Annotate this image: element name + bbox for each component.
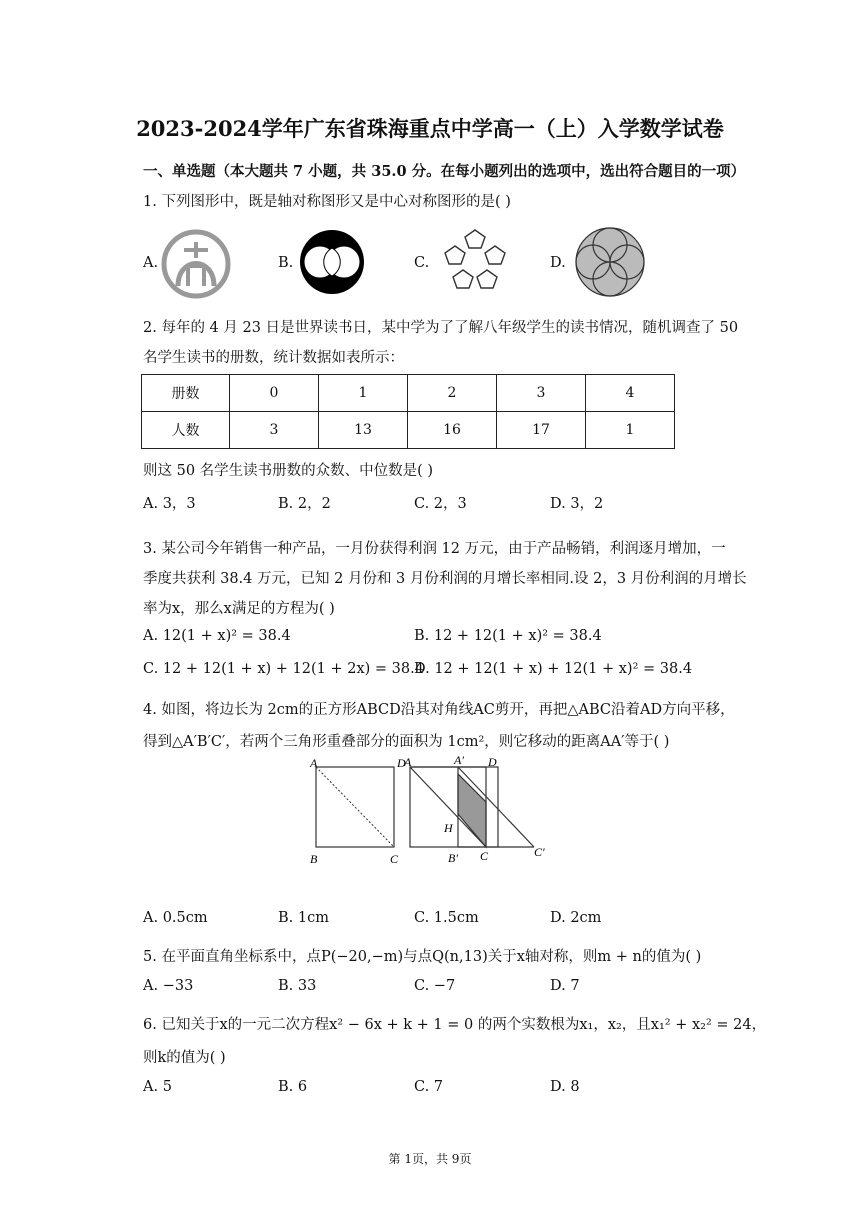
q4-figure-translated xyxy=(400,752,560,872)
question-2-question: 则这 50 名学生读书册数的众数、中位数是( ) xyxy=(143,463,434,479)
q4-option-d: D. 2cm xyxy=(550,910,602,926)
q1-figure-b-circles xyxy=(298,228,366,296)
q1-label-c: C. xyxy=(414,255,430,271)
q5-option-c: C. −7 xyxy=(414,978,456,994)
q4-option-a: A. 0.5cm xyxy=(143,910,208,926)
table-cell: 1 xyxy=(319,375,408,412)
q1-figure-c-pentagons xyxy=(437,226,513,298)
label-c: C xyxy=(390,852,399,866)
label-d: D xyxy=(397,756,406,770)
table-cell: 3 xyxy=(230,412,319,449)
q5-option-d: D. 7 xyxy=(550,978,580,994)
q3-option-a: A. 12(1 + x)² = 38.4 xyxy=(143,628,291,644)
table-cell: 4 xyxy=(586,375,675,412)
section-heading: 一、单选题（本大题共 7 小题，共 35.0 分。在每小题列出的选项中，选出符合题目的一项） xyxy=(143,163,746,180)
table-row xyxy=(142,412,675,449)
q2-option-b: B. 2，2 xyxy=(278,496,331,512)
question-3-line2: 季度共获利 38.4 万元，已知 2 月份和 3 月份利润的月增长率相同.设 2，3 月份利润的月增长 xyxy=(143,571,747,587)
label-b: B xyxy=(310,852,318,866)
question-4-line2: 得到△A′B′C′，若两个三角形重叠部分的面积为 1cm²，则它移动的距离AA′等于( ) xyxy=(143,734,670,750)
q6-option-a: A. 5 xyxy=(143,1079,172,1095)
question-1-stem: 1. 下列图形中，既是轴对称图形又是中心对称图形的是( ) xyxy=(143,194,511,210)
q4-option-b: B. 1cm xyxy=(278,910,329,926)
q5-option-a: A. −33 xyxy=(143,978,194,994)
table-cell: 0 xyxy=(230,375,319,412)
page-title: 2023-2024学年广东省珠海重点中学高一（上）入学数学试卷 xyxy=(136,116,724,141)
q3-option-d: D. 12 + 12(1 + x) + 12(1 + x)² = 38.4 xyxy=(414,661,693,677)
question-6-line1: 6. 已知关于x的一元二次方程x² − 6x + k + 1 = 0 的两个实数根为x₁，x₂，且x₁² + x₂² = 24， xyxy=(143,1017,767,1033)
table-cell: 13 xyxy=(319,412,408,449)
label-c: C xyxy=(480,849,489,863)
q5-option-b: B. 33 xyxy=(278,978,317,994)
q1-figure-d-circles xyxy=(574,226,646,298)
table-row xyxy=(142,375,675,412)
table-cell: 17 xyxy=(497,412,586,449)
label-b-prime: B′ xyxy=(448,851,458,865)
q3-option-c: C. 12 + 12(1 + x) + 12(1 + 2x) = 38.4 xyxy=(143,661,424,677)
question-4-line1: 4. 如图，将边长为 2cm的正方形ABCD沿其对角线AC剪开，再把△ABC沿着AD方向平移， xyxy=(143,702,735,718)
table-cell: 1 xyxy=(586,412,675,449)
question-3-line1: 3. 某公司今年销售一种产品，一月份获得利润 12 万元，由于产品畅销，利润逐月增加，一 xyxy=(143,541,726,557)
q6-option-c: C. 7 xyxy=(414,1079,444,1095)
q3-option-b: B. 12 + 12(1 + x)² = 38.4 xyxy=(414,628,602,644)
label-c-prime: C′ xyxy=(534,845,545,859)
label-a-prime: A′ xyxy=(454,753,464,767)
question-5-stem: 5. 在平面直角坐标系中，点P(−20,−m)与点Q(n,13)关于x轴对称，则m + n的值为( ) xyxy=(143,949,702,965)
q2-option-d: D. 3，2 xyxy=(550,496,604,512)
label-a: A xyxy=(404,755,412,769)
table-cell: 册数 xyxy=(142,375,230,412)
table-cell: 3 xyxy=(497,375,586,412)
table-cell: 人数 xyxy=(142,412,230,449)
q2-option-a: A. 3，3 xyxy=(143,496,196,512)
question-2-line2: 名学生读书的册数，统计数据如表所示： xyxy=(143,350,404,366)
q1-label-d: D. xyxy=(550,255,566,271)
table-cell: 16 xyxy=(408,412,497,449)
label-d: D xyxy=(488,755,497,769)
page-footer: 第 1页，共 9页 xyxy=(388,1152,472,1166)
question-2-line1: 2. 每年的 4 月 23 日是世界读书日，某中学为了了解八年级学生的读书情况，随机调查了 50 xyxy=(143,320,739,336)
question-6-line2: 则k的值为( ) xyxy=(143,1050,226,1066)
q1-figure-a-emblem xyxy=(160,228,232,300)
q2-option-c: C. 2，3 xyxy=(414,496,467,512)
data-table xyxy=(141,374,675,449)
table-cell: 2 xyxy=(408,375,497,412)
q1-label-a: A. xyxy=(143,255,159,271)
question-3-line3: 率为x，那么x满足的方程为( ) xyxy=(143,601,335,617)
label-h: H xyxy=(444,821,453,835)
q4-option-c: C. 1.5cm xyxy=(414,910,479,926)
q6-option-d: D. 8 xyxy=(550,1079,580,1095)
q1-label-b: B. xyxy=(278,255,294,271)
q6-option-b: B. 6 xyxy=(278,1079,308,1095)
label-a: A xyxy=(310,756,318,770)
